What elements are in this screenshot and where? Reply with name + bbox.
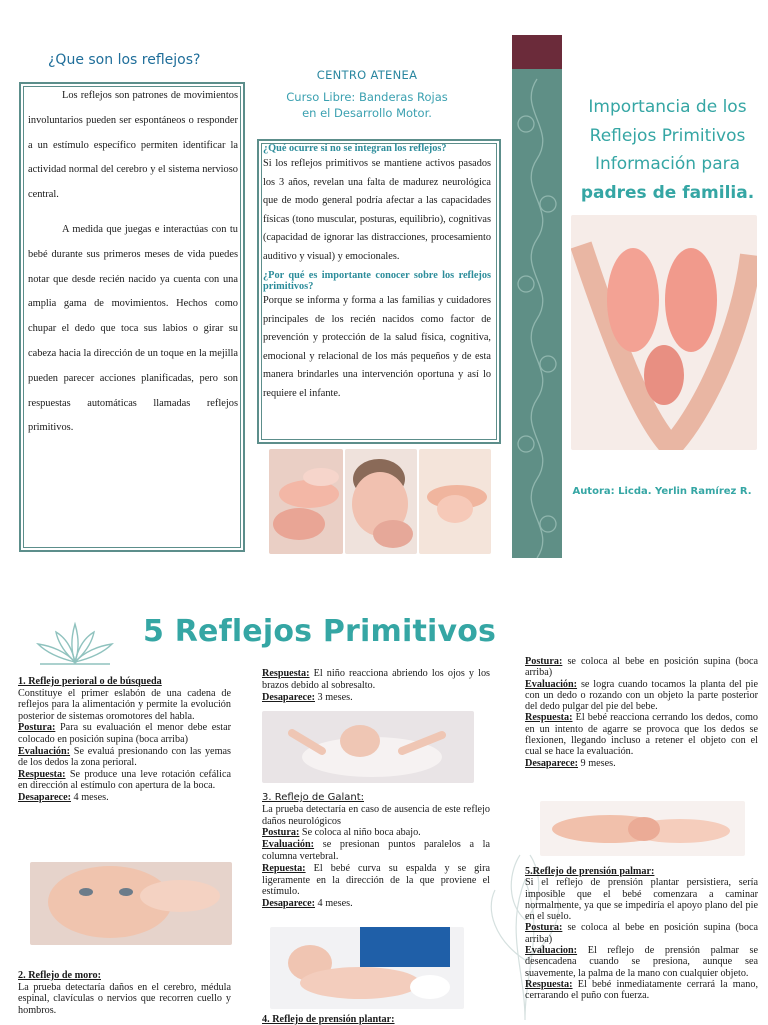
reflex-4-desaparece: Desaparece: 9 meses. <box>525 757 616 769</box>
floral-ornament-icon <box>512 69 562 558</box>
reflex-1-postura: Postura: Para su evaluación el menor debe estar colocado en posición supina (boca arriba) <box>18 722 232 745</box>
column-2-continued <box>262 792 490 910</box>
title-line-3: Información para <box>594 154 741 174</box>
reflex-3-desaparece: Desaparece: 4 meses. <box>262 898 353 910</box>
reflex-5-respuesta: Respuesta: El bebé inmediatamente cerrará la mano, cerrarando el puño con fuerza. <box>525 978 758 1002</box>
reflex-2-desaparece: Desaparece: 3 meses. <box>262 691 353 703</box>
baby-feet-heart-photo <box>571 215 757 450</box>
panel1-paragraph-1: Los reflejos son patrones de movimientos involuntarios pueden ser espontáneos o responder a un estímulo específico permiten identificar la actividad normal del cerebro y el sistema nervioso central. <box>28 90 238 201</box>
reflex-3-respuesta: Repuesta: El bebé curva su espalda y se gira ligeramente en la dirección de la que proviene el estímulo. <box>262 862 490 898</box>
reflex-1-title: 1. Reflejo perioral o de búsqueda <box>18 676 162 687</box>
baby-feet-hands-photo <box>269 449 343 554</box>
reflex-5-evaluacion: Evaluacion: El reflejo de prensión palmar se desencadena cuando se presiona, aunque sea suavemente, la palma de la mano con cualquier objeto. <box>525 945 759 979</box>
reflex-5-postura: Postura: se coloca al bebe en posición supina (boca arriba) <box>525 922 758 945</box>
baby-grasping-finger-photo <box>419 449 491 554</box>
author-credit: Autora: Licda. Yerlin Ramírez R. <box>572 486 752 497</box>
reflex-1-evaluacion: Evaluación: Se evaluá presionando con las yemas de los dedos la zona perioral. <box>18 745 231 769</box>
reflex-3-description: La prueba detectaría en caso de ausencia de este reflejo daños neurológicos <box>262 803 490 827</box>
reflex-4-postura: Postura: se coloca al bebe en posición supina (boca arriba) <box>525 656 758 679</box>
reflex-2-respuesta: Respuesta: El niño reacciona abriendo los ojos y los brazos debido al sobresalto. <box>262 668 491 691</box>
reflex-4-respuesta: Respuesta: El bebé reacciona cerrando los dedos, como en un intento de agarre se provoca que los dedos se flexionen, llegando incluso a retener el objeto con el cual se hace la evaluación. <box>525 712 759 758</box>
org-name: CENTRO ATENEA <box>316 68 418 82</box>
reflex-1-desaparece: Desaparece: 4 meses. <box>18 791 109 803</box>
panel1-paragraph-2: A medida que juegas e interactúas con tu bebé durante sus primeros meses de vida puedes notar que desde recién nacido ya cuenta con una amplia gama de movimientos. Hechos como chupar el dedo que toca sus labios o girar su cabeza hacia la dirección de un toque en la mejilla pueden parecer acciones planificadas, pero son respuestas automáticas llamadas reflejos primitivos. <box>28 223 238 434</box>
panel2-header <box>262 68 472 120</box>
decorative-stripe <box>512 35 562 558</box>
panel3-title <box>570 93 765 207</box>
bottom-heading: 5 Reflejos Primitivos <box>143 614 497 649</box>
column-3-continued <box>525 866 758 1002</box>
question-1: ¿Qué ocurre si no se integran los reflejos? <box>263 143 447 154</box>
lotus-ornament-icon <box>30 620 120 668</box>
reflex-3-evaluacion: Evaluación: se presionan puntos paralelos a la columna vertebral. <box>262 839 490 862</box>
column-1-continued <box>18 970 231 1016</box>
column-2 <box>262 668 490 703</box>
course-line-1: Curso Libre: Banderas Rojas <box>286 90 448 104</box>
baby-hand-grasp-photo <box>540 801 745 856</box>
panel1-title: ¿Que son los reflejos? <box>48 52 201 68</box>
reflex-5-description: Si el reflejo de prensión plantar persistiera, sería imposible que el bebé comenzara a caminar normalmente, ya que se impediría el apoyo plano del pie en el suelo. <box>525 877 758 923</box>
baby-moro-photo <box>262 711 474 783</box>
column-1 <box>18 676 231 804</box>
newborn-face-photo <box>345 449 417 554</box>
reflex-1-description: Constituye el primer eslabón de una cadena de reflejos para la alimentación y permite la evolución posterior de sistemas oromotores del habla. <box>18 687 231 722</box>
course-line-2: en el Desarrollo Motor. <box>302 106 432 120</box>
answer-2: Porque se informa y forma a las familias y cuidadores principales de los recién nacidos como factor de prevención y protección de la salud física, cognitiva, emocional y relacional de los más pequeños y de esta manera brindarles una intervención oportuna y así lo requiere el infante. <box>263 295 491 399</box>
baby-perioral-photo <box>30 862 232 945</box>
reflex-4-evaluacion: Evaluación: se logra cuando tocamos la planta del pie con un dedo o rozando con un objeto la parte posterior del dedo pulgar del pie del bebe. <box>525 678 758 713</box>
answer-1: Si los reflejos primitivos se mantiene activos pasados los 3 años, revelan una falta de madurez neurológica que de modo general podría afectar a las capacidades físicas (tono muscular, posturas, equilibrio), cognitivas (capacidad de ignorar las distracciones, procesamiento auditivo y visual) y emocionales. <box>263 158 491 262</box>
reflex-3-postura: Postura: Se coloca al niño boca abajo. <box>262 827 421 839</box>
reflex-2-description: La prueba detectaría daños en el cerebro, médula espinal, clavículas o nervios que recorren cuello y hombros. <box>18 981 231 1016</box>
title-line-4: padres de familia. <box>580 182 755 203</box>
title-line-2: Reflejos Primitivos <box>589 125 746 146</box>
stripe-top-band <box>512 35 562 69</box>
title-line-1: Importancia de los <box>588 97 747 117</box>
reflex-1-respuesta: Respuesta: Se produce una leve rotación cefálica en dirección al estímulo con apertura de la boca. <box>18 768 232 792</box>
column-3 <box>525 656 758 769</box>
baby-galant-photo <box>270 927 464 1009</box>
reflex-3-title: 3. Reflejo de Galant: <box>262 792 364 803</box>
panel2-body <box>263 143 491 403</box>
reflex-5-title: 5.Reflejo de prensión palmar: <box>525 866 655 877</box>
reflex-4-title: 4. Reflejo de prensión plantar: <box>262 1014 395 1025</box>
panel1-body <box>28 84 238 441</box>
reflex-2-title: 2. Reflejo de moro: <box>18 970 101 981</box>
question-2: ¿Por qué es importante conocer sobre los reflejos primitivos? <box>263 270 491 292</box>
